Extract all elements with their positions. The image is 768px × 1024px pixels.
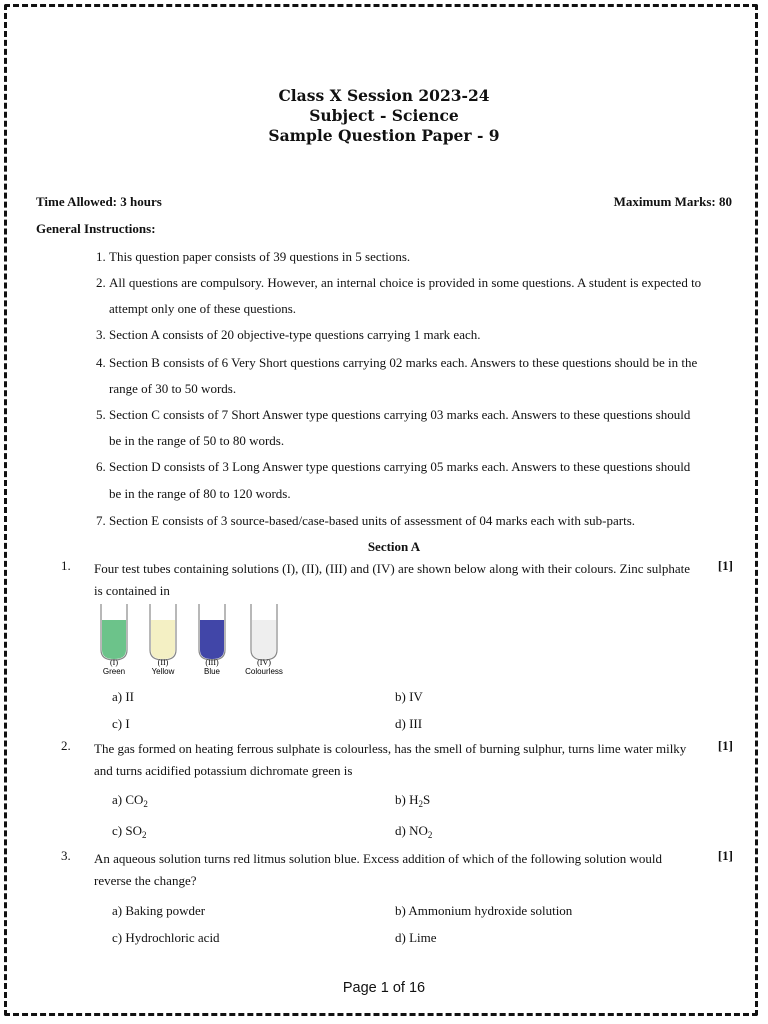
tube-2 [150, 604, 176, 676]
paper-header [0, 86, 768, 146]
question-marks: [1] [717, 558, 733, 573]
q1-option-a: a) II [112, 689, 135, 704]
question-marks: [1] [717, 738, 733, 753]
test-tubes-figure [96, 602, 296, 682]
general-instructions-title: General Instructions: [36, 221, 156, 236]
tube-3-label: (III) [205, 658, 219, 667]
tube-4 [245, 604, 283, 676]
question-text: An aqueous solution turns red litmus solution blue. Excess addition of which of the following solution would reverse the change? [94, 851, 662, 888]
q3-option-b: b) Ammonium hydroxide solution [395, 903, 573, 918]
q1-option-c: c) I [112, 716, 130, 731]
question-marks: [1] [717, 848, 733, 863]
q3-option-a: a) Baking powder [112, 903, 206, 918]
tube-2-label: (II) [157, 658, 169, 667]
tube-1 [101, 604, 127, 676]
header-class: Class X Session 2023-24 [278, 86, 490, 105]
q3-option-d: d) Lime [395, 930, 437, 945]
question-number: 3. [61, 848, 71, 863]
tube-4-label: (IV) [257, 658, 271, 667]
header-paper: Sample Question Paper - 9 [268, 126, 500, 145]
tube-1-label: (I) [110, 658, 118, 667]
tube-3-colour: Blue [203, 667, 221, 676]
q3-option-c: c) Hydrochloric acid [112, 930, 220, 945]
page-footer: Page 1 of 16 [342, 980, 426, 996]
section-a-title: Section A [367, 539, 421, 554]
header-subject: Subject - Science [309, 106, 459, 125]
tube-1-colour: Green [102, 667, 126, 676]
time-allowed: Time Allowed: 3 hours [36, 194, 162, 209]
question-text: The gas formed on heating ferrous sulphate is colourless, has the smell of burning sulphur, turns lime water milky and turns acidified potassium dichromate green is [94, 741, 687, 778]
q1-option-b: b) IV [395, 689, 423, 704]
tube-3 [199, 604, 225, 676]
tube-2-colour: Yellow [151, 667, 175, 676]
q2-option-d: d) $NO_2$ [395, 823, 433, 840]
q2-option-a: a) $CO_2$ [112, 792, 148, 809]
maximum-marks: Maximum Marks: 80 [613, 194, 732, 209]
tube-4-colour: Colourless [245, 667, 283, 676]
question-number: 1. [61, 558, 71, 573]
q2-option-b: b) $H_2S$ [395, 792, 431, 809]
q2-option-c: c) $SO_2$ [112, 823, 147, 840]
q1-option-d: d) III [395, 716, 423, 731]
question-text: Four test tubes containing solutions (I), (II), (III) and (IV) are shown below along with their colours. Zinc sulphate is contained in [94, 561, 691, 598]
question-number: 2. [61, 738, 71, 753]
